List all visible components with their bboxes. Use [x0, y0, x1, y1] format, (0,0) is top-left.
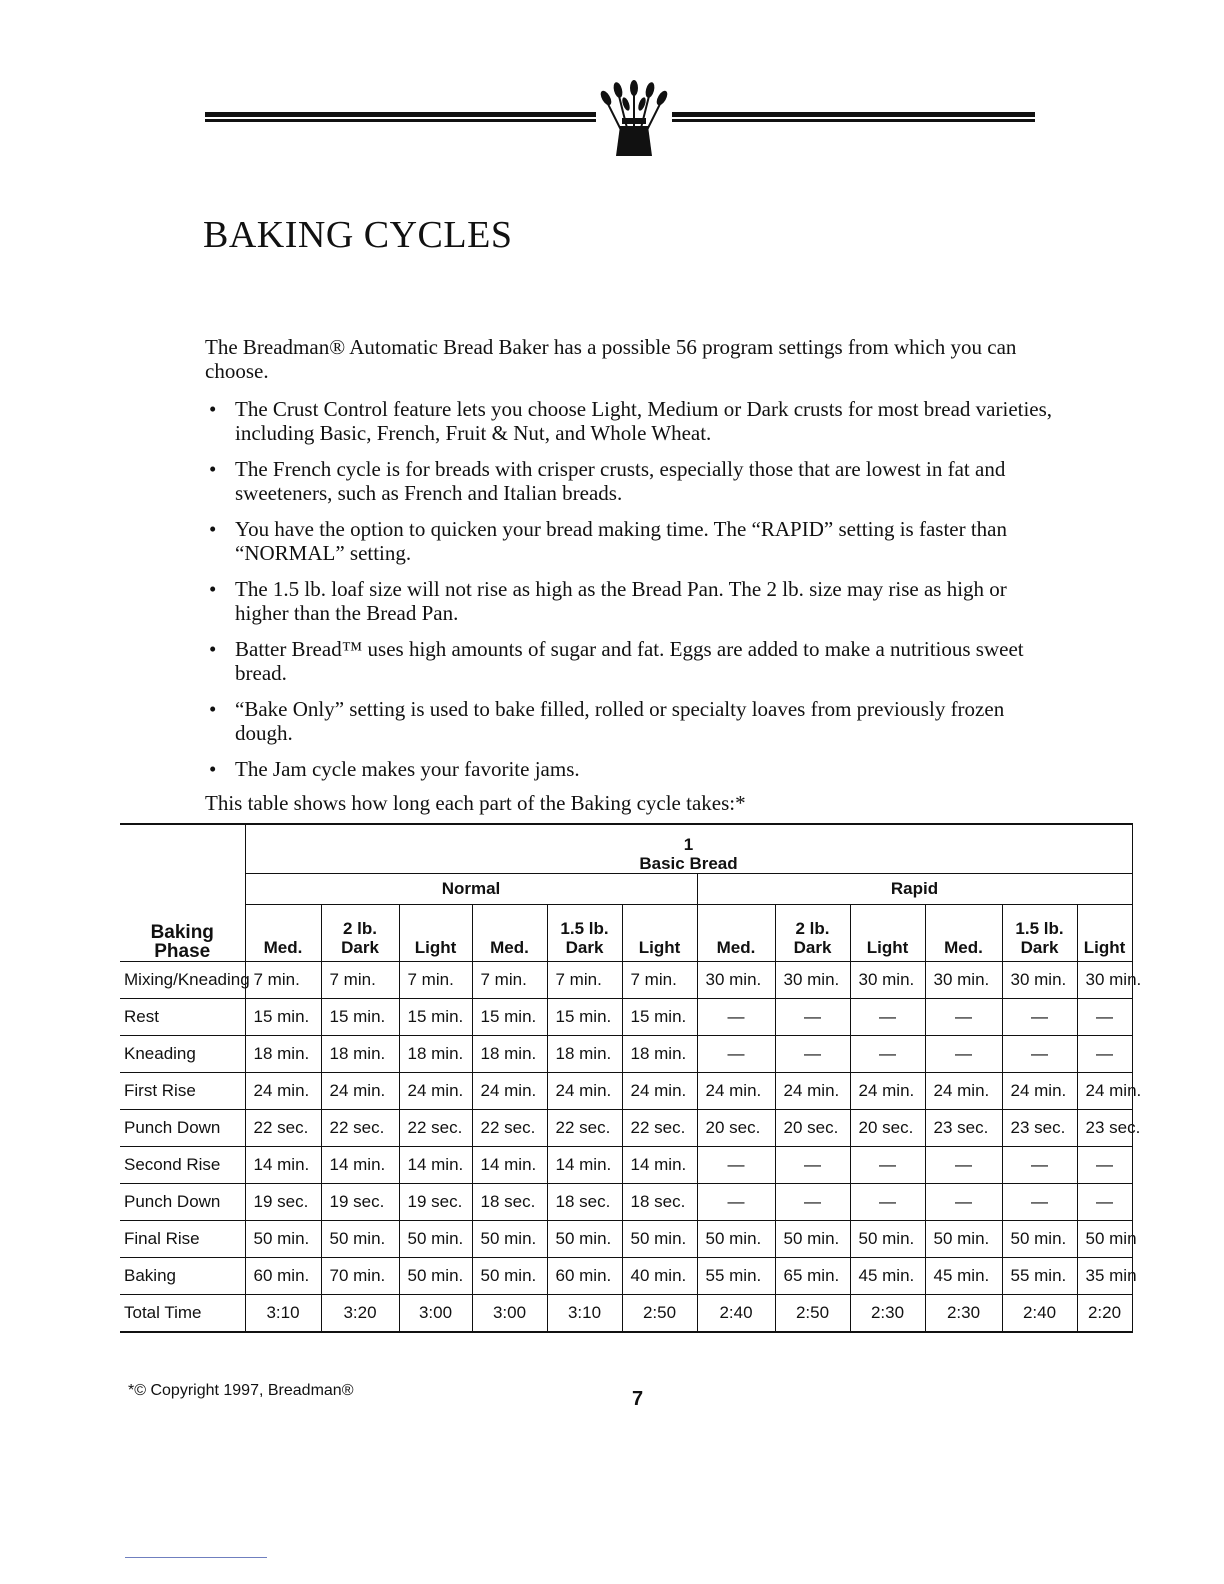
column-header — [472, 905, 547, 962]
table-cell: — — [775, 1036, 850, 1073]
table-cell: 23 sec. — [1077, 1110, 1132, 1147]
bullet-icon: • — [209, 757, 217, 781]
table-cell: 2:40 — [1002, 1295, 1077, 1333]
table-cell: 14 min. — [321, 1147, 399, 1184]
table-cell: 24 min. — [1002, 1073, 1077, 1110]
feature-item — [205, 457, 1055, 505]
table-cell: 50 min. — [850, 1221, 925, 1258]
crust-label: Med. — [263, 938, 303, 957]
table-cell: — — [1077, 999, 1132, 1036]
table-cell: 3:10 — [547, 1295, 622, 1333]
crust-label: Med. — [944, 938, 983, 957]
table-cell: 18 sec. — [622, 1184, 697, 1221]
column-header — [245, 905, 321, 962]
table-cell: — — [850, 1147, 925, 1184]
table-cell: — — [775, 1147, 850, 1184]
column-header — [622, 905, 697, 962]
table-cell: 20 sec. — [697, 1110, 775, 1147]
table-cell: — — [1077, 1036, 1132, 1073]
table-row — [120, 1110, 1132, 1147]
table-cell: 7 min. — [547, 962, 622, 999]
table-cell: 55 min. — [1002, 1258, 1077, 1295]
feature-item — [205, 757, 1055, 781]
table-cell: 15 min. — [245, 999, 321, 1036]
phase-name: Second Rise — [120, 1147, 245, 1184]
table-cell: 18 min. — [472, 1036, 547, 1073]
table-cell: 2:40 — [697, 1295, 775, 1333]
table-cell: 24 min. — [245, 1073, 321, 1110]
crust-label: Light — [638, 938, 681, 957]
table-cell: — — [850, 1184, 925, 1221]
table-cell: 50 min. — [245, 1221, 321, 1258]
baking-cycles-table — [120, 823, 1142, 1333]
table-cell: 30 min. — [697, 962, 775, 999]
loaf-size-label: 1.5 lb. — [1015, 919, 1064, 938]
table-cell: — — [697, 999, 775, 1036]
phase-name: Punch Down — [120, 1110, 245, 1147]
table-cell: 15 min. — [622, 999, 697, 1036]
bullet-icon: • — [209, 577, 217, 601]
table-cell: 24 min. — [472, 1073, 547, 1110]
crust-label: Dark — [565, 938, 604, 957]
table-row — [120, 962, 1132, 999]
table-cell: 18 min. — [245, 1036, 321, 1073]
feature-text: “Bake Only” setting is used to bake filled, rolled or specialty loaves from previously frozen dough. — [235, 697, 1005, 745]
feature-text: The 1.5 lb. loaf size will not rise as high as the Bread Pan. The 2 lb. size may rise as high or higher than the Bread Pan. — [235, 577, 1007, 625]
table-cell: 70 min. — [321, 1258, 399, 1295]
table-cell: 50 min. — [622, 1221, 697, 1258]
table-cell: — — [1002, 1147, 1077, 1184]
table-cell: 23 sec. — [1002, 1110, 1077, 1147]
table-cell: 20 sec. — [775, 1110, 850, 1147]
table-cell: — — [1002, 1036, 1077, 1073]
table-row — [120, 1147, 1132, 1184]
table-cell: 30 min. — [850, 962, 925, 999]
table-cell: 30 min. — [1002, 962, 1077, 999]
column-header — [1077, 905, 1132, 962]
phase-header-line-2: Phase — [154, 941, 211, 962]
column-header — [321, 905, 399, 962]
table-cell: — — [1077, 1184, 1132, 1221]
feature-text: The Crust Control feature lets you choose Light, Medium or Dark crusts for most bread varieties, including Basic, French, Fruit & Nut, and Whole Wheat. — [235, 397, 1053, 445]
feature-list — [205, 397, 1055, 793]
table-cell: 30 min. — [1077, 962, 1132, 999]
program-header — [245, 824, 1132, 874]
loaf-size-label: 1.5 lb. — [560, 919, 609, 938]
table-cell: 18 sec. — [547, 1184, 622, 1221]
table-row — [120, 999, 1132, 1036]
phase-name: Rest — [120, 999, 245, 1036]
crust-label: Light — [866, 938, 909, 957]
crust-label: Light — [414, 938, 457, 957]
table-cell: 19 sec. — [399, 1184, 472, 1221]
table-cell: 22 sec. — [547, 1110, 622, 1147]
table-cell: — — [925, 1147, 1002, 1184]
table-cell: 50 min. — [547, 1221, 622, 1258]
table-cell: 15 min. — [399, 999, 472, 1036]
table-cell: 24 min. — [850, 1073, 925, 1110]
table-cell: 7 min. — [472, 962, 547, 999]
table-cell: — — [1077, 1147, 1132, 1184]
table-cell: 24 min. — [697, 1073, 775, 1110]
table-cell: 55 min. — [697, 1258, 775, 1295]
page-number: 7 — [632, 1388, 644, 1410]
table-cell: 50 min. — [399, 1221, 472, 1258]
mode-header-normal: Normal — [245, 874, 697, 905]
intro-paragraph: The Breadman® Automatic Bread Baker has a possible 56 program settings from which you can choose. — [205, 335, 1017, 383]
table-cell: — — [850, 1036, 925, 1073]
crust-label: Dark — [341, 938, 379, 957]
feature-item — [205, 637, 1055, 685]
phase-column-header — [120, 824, 245, 962]
bullet-icon: • — [209, 637, 217, 661]
table-cell: 19 sec. — [321, 1184, 399, 1221]
table-cell: 50 min. — [472, 1258, 547, 1295]
phase-name: Final Rise — [120, 1221, 245, 1258]
phase-name: Punch Down — [120, 1184, 245, 1221]
copyright-footnote: *© Copyright 1997, Breadman® — [128, 1382, 354, 1399]
phase-name: First Rise — [120, 1073, 245, 1110]
feature-text: The French cycle is for breads with crisper crusts, especially those that are lowest in fat and sweeteners, such as French and Italian breads. — [235, 457, 1006, 505]
table-cell: 24 min. — [925, 1073, 1002, 1110]
table-cell: 2:30 — [850, 1295, 925, 1333]
table-cell: 45 min. — [850, 1258, 925, 1295]
table-cell: 7 min. — [622, 962, 697, 999]
table-cell: 18 min. — [547, 1036, 622, 1073]
table-cell: 50 min. — [775, 1221, 850, 1258]
feature-item — [205, 577, 1055, 625]
table-cell: 24 min. — [1077, 1073, 1132, 1110]
crust-label: Dark — [793, 938, 832, 957]
table-cell: — — [697, 1036, 775, 1073]
table-cell: 18 min. — [622, 1036, 697, 1073]
table-cell: 7 min. — [399, 962, 472, 999]
column-header — [925, 905, 1002, 962]
column-header — [1002, 905, 1077, 962]
table-cell: 14 min. — [245, 1147, 321, 1184]
table-cell: 22 sec. — [399, 1110, 472, 1147]
table-cell: 24 min. — [622, 1073, 697, 1110]
column-header — [697, 905, 775, 962]
table-cell: 2:50 — [775, 1295, 850, 1333]
table-cell: 20 sec. — [850, 1110, 925, 1147]
table-cell: 50 min. — [472, 1221, 547, 1258]
table-cell: — — [775, 1184, 850, 1221]
table-cell: 2:30 — [925, 1295, 1002, 1333]
table-cell: 60 min. — [245, 1258, 321, 1295]
table-row — [120, 1295, 1132, 1333]
table-cell: — — [925, 1184, 1002, 1221]
loaf-size-label: 2 lb. — [342, 919, 377, 938]
table-cell: 35 min — [1077, 1258, 1132, 1295]
table-cell: 30 min. — [775, 962, 850, 999]
table-cell: 30 min. — [925, 962, 1002, 999]
table-cell: 40 min. — [622, 1258, 697, 1295]
table-cell: — — [1002, 1184, 1077, 1221]
bottom-rule — [125, 1557, 267, 1558]
table-cell: 14 min. — [622, 1147, 697, 1184]
table-cell: 22 sec. — [622, 1110, 697, 1147]
mode-header-rapid: Rapid — [697, 874, 1132, 905]
table-cell: — — [850, 999, 925, 1036]
page-title: BAKING CYCLES — [203, 214, 513, 256]
table-cell: 14 min. — [472, 1147, 547, 1184]
table-cell: — — [925, 1036, 1002, 1073]
table-cell: 18 sec. — [472, 1184, 547, 1221]
table-cell: 19 sec. — [245, 1184, 321, 1221]
table-cell: 15 min. — [547, 999, 622, 1036]
table-cell: 24 min. — [547, 1073, 622, 1110]
column-header — [547, 905, 622, 962]
table-cell: 50 min. — [697, 1221, 775, 1258]
table-cell: 45 min. — [925, 1258, 1002, 1295]
table-row — [120, 1073, 1132, 1110]
feature-text: You have the option to quicken your bread making time. The “RAPID” setting is faster than “NORMAL” setting. — [235, 517, 1007, 565]
table-cell: — — [925, 999, 1002, 1036]
table-cell: 22 sec. — [472, 1110, 547, 1147]
table-cell: 3:00 — [472, 1295, 547, 1333]
column-header — [850, 905, 925, 962]
table-cell: 50 min. — [399, 1258, 472, 1295]
phase-name: Baking — [120, 1258, 245, 1295]
program-name: Basic Bread — [639, 854, 738, 873]
crust-label: Med. — [716, 938, 756, 957]
bullet-icon: • — [209, 397, 217, 421]
table-cell: 15 min. — [321, 999, 399, 1036]
table-row — [120, 1184, 1132, 1221]
phase-name: Kneading — [120, 1036, 245, 1073]
table-cell: 18 min. — [399, 1036, 472, 1073]
table-cell: 18 min. — [321, 1036, 399, 1073]
table-cell: 3:20 — [321, 1295, 399, 1333]
table-cell: 7 min. — [245, 962, 321, 999]
table-cell: 7 min. — [321, 962, 399, 999]
table-cell: 22 sec. — [245, 1110, 321, 1147]
column-header — [399, 905, 472, 962]
table-row — [120, 1221, 1132, 1258]
table-cell: 50 min. — [925, 1221, 1002, 1258]
phase-name: Total Time — [120, 1295, 245, 1333]
column-header — [775, 905, 850, 962]
phase-header-line-1: Baking — [150, 922, 214, 943]
wheat-sheaf-icon — [596, 78, 672, 160]
table-cell: 50 min. — [321, 1221, 399, 1258]
table-cell: — — [697, 1184, 775, 1221]
table-cell: 60 min. — [547, 1258, 622, 1295]
table-cell: 3:10 — [245, 1295, 321, 1333]
table-cell: 50 min. — [1002, 1221, 1077, 1258]
table-cell: 23 sec. — [925, 1110, 1002, 1147]
table-cell: 50 min — [1077, 1221, 1132, 1258]
bullet-icon: • — [209, 697, 217, 721]
crust-label: Light — [1083, 938, 1126, 957]
phase-name: Mixing/Kneading — [120, 962, 245, 999]
table-intro: This table shows how long each part of the Baking cycle takes:* — [205, 791, 746, 815]
table-cell: — — [775, 999, 850, 1036]
table-cell: — — [697, 1147, 775, 1184]
crust-label: Dark — [1020, 938, 1059, 957]
table-row — [120, 1036, 1132, 1073]
table-cell: 65 min. — [775, 1258, 850, 1295]
feature-text: Batter Bread™ uses high amounts of sugar and fat. Eggs are added to make a nutritious sweet bread. — [235, 637, 1024, 685]
crust-label: Med. — [490, 938, 529, 957]
feature-item — [205, 517, 1055, 565]
table-cell: — — [1002, 999, 1077, 1036]
table-cell: 2:50 — [622, 1295, 697, 1333]
table-row — [120, 1258, 1132, 1295]
table-cell: 3:00 — [399, 1295, 472, 1333]
table-cell: 15 min. — [472, 999, 547, 1036]
table-cell: 24 min. — [775, 1073, 850, 1110]
loaf-size-label: 2 lb. — [795, 919, 830, 938]
table-cell: 22 sec. — [321, 1110, 399, 1147]
feature-item — [205, 397, 1055, 445]
bullet-icon: • — [209, 457, 217, 481]
table-cell: 24 min. — [399, 1073, 472, 1110]
program-number: 1 — [683, 835, 694, 854]
feature-item — [205, 697, 1055, 745]
table-cell: 14 min. — [547, 1147, 622, 1184]
table-cell: 24 min. — [321, 1073, 399, 1110]
table-cell: 2:20 — [1077, 1295, 1132, 1333]
bullet-icon: • — [209, 517, 217, 541]
table-cell: 14 min. — [399, 1147, 472, 1184]
feature-text: The Jam cycle makes your favorite jams. — [235, 757, 580, 781]
